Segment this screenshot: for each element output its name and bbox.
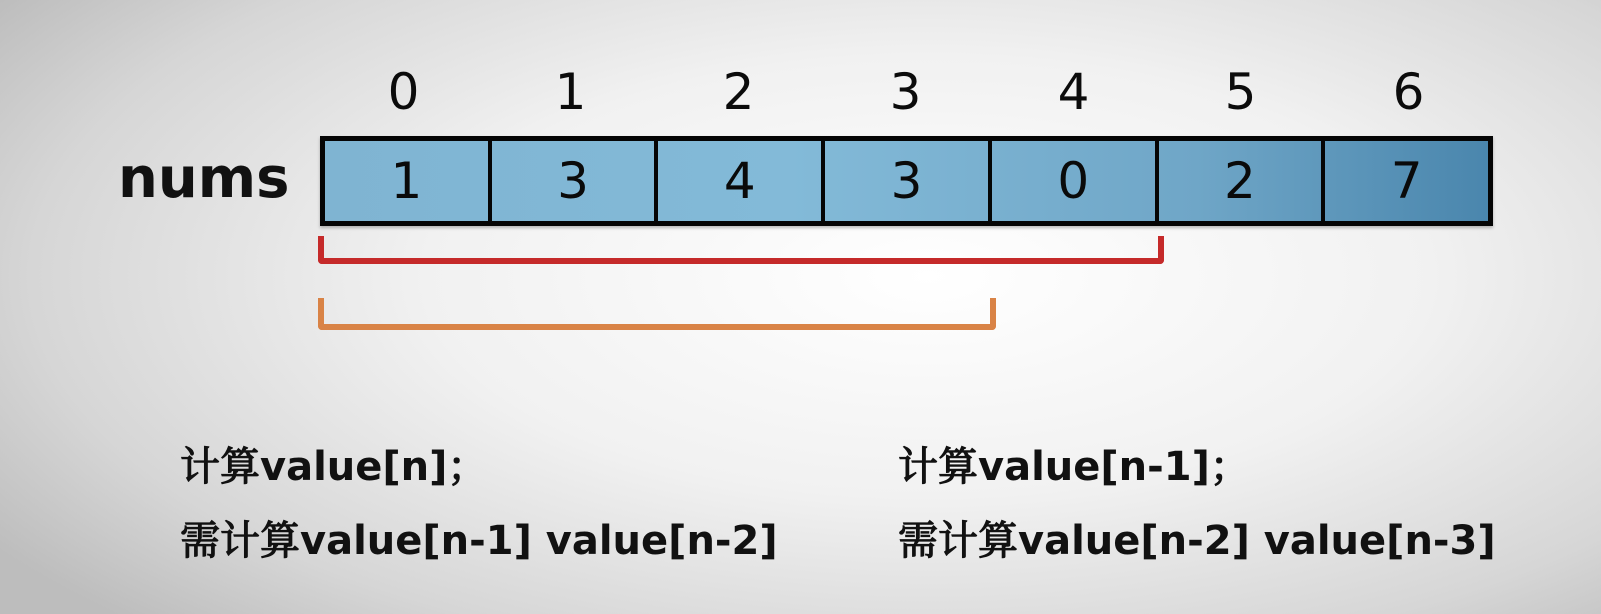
range-bracket-red [318, 236, 1164, 264]
array-cell-2: 4 [658, 141, 825, 221]
index-label-5: 5 [1224, 63, 1257, 121]
range-bracket-orange [318, 298, 996, 330]
index-label-2: 2 [722, 63, 755, 121]
array-cell-6: 7 [1390, 152, 1423, 210]
array-cell-0: 1 [325, 141, 492, 221]
index-label-4: 4 [1057, 63, 1090, 121]
array-box [320, 136, 1493, 226]
index-label-0: 0 [387, 63, 420, 121]
caption-left-line1: 计算value[n]； [180, 444, 488, 490]
array-name: nums [118, 146, 290, 211]
array-cell-3: 3 [825, 141, 992, 221]
caption-right-line2: 需计算value[n-2] value[n-3] [898, 518, 1496, 564]
index-label-3: 3 [889, 63, 922, 121]
array-cell-4: 0 [992, 141, 1159, 221]
caption-left-line2: 需计算value[n-1] value[n-2] [180, 518, 778, 564]
caption-right-line1: 计算value[n-1]； [898, 444, 1250, 490]
array-cell-1: 3 [492, 141, 659, 221]
index-label-6: 6 [1392, 63, 1425, 121]
index-label-1: 1 [554, 63, 587, 121]
array-cell-5: 2 [1159, 141, 1326, 221]
